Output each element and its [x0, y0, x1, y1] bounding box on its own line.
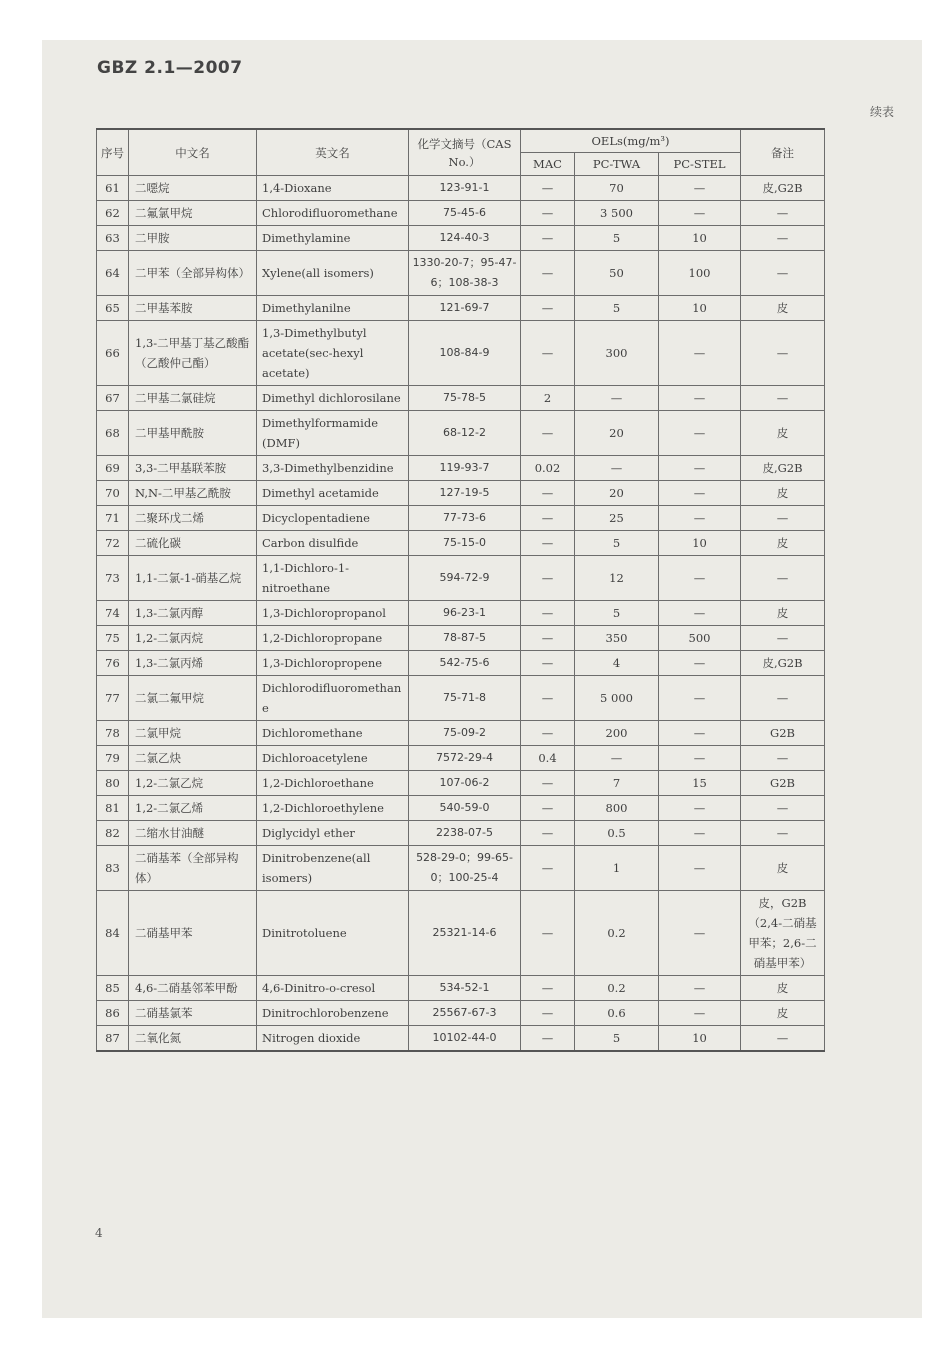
- cell-english-name: Dimethylamine: [257, 226, 409, 251]
- cell-pc-twa: 20: [575, 411, 659, 456]
- header-english-name: 英文名: [257, 129, 409, 176]
- cell-no: 77: [97, 676, 129, 721]
- cell-note: 皮: [741, 1001, 825, 1026]
- cell-chinese-name: 二硝基苯（全部异构体）: [129, 846, 257, 891]
- cell-pc-twa: 300: [575, 321, 659, 386]
- cell-chinese-name: 二甲基甲酰胺: [129, 411, 257, 456]
- cell-mac: —: [521, 721, 575, 746]
- cell-mac: 0.4: [521, 746, 575, 771]
- cell-no: 63: [97, 226, 129, 251]
- cell-cas-number: 7572-29-4: [409, 746, 521, 771]
- page-number: 4: [95, 1226, 103, 1240]
- cell-pc-stel: 10: [659, 226, 741, 251]
- cell-cas-number: 119-93-7: [409, 456, 521, 481]
- cell-pc-twa: 25: [575, 506, 659, 531]
- cell-pc-twa: —: [575, 386, 659, 411]
- cell-chinese-name: 二甲基苯胺: [129, 296, 257, 321]
- table-row: [97, 976, 825, 1001]
- cell-note: 皮: [741, 976, 825, 1001]
- continued-label: 续表: [869, 105, 894, 119]
- cell-chinese-name: 二氯乙炔: [129, 746, 257, 771]
- cell-chinese-name: N,N-二甲基乙酰胺: [129, 481, 257, 506]
- cell-english-name: 1,3-Dimethylbutyl acetate(sec-hexyl acetate): [257, 321, 409, 386]
- cell-english-name: Dichlorodifluoromethane: [257, 676, 409, 721]
- cell-cas-number: 77-73-6: [409, 506, 521, 531]
- table-row: [97, 531, 825, 556]
- cell-pc-twa: —: [575, 456, 659, 481]
- header-cas-number: 化学文摘号（CAS No.）: [409, 129, 521, 176]
- cell-note: G2B: [741, 771, 825, 796]
- cell-english-name: 1,2-Dichloroethylene: [257, 796, 409, 821]
- cell-pc-stel: —: [659, 976, 741, 1001]
- cell-no: 62: [97, 201, 129, 226]
- cell-pc-twa: 5: [575, 296, 659, 321]
- cell-pc-twa: 0.5: [575, 821, 659, 846]
- cell-chinese-name: 二甲胺: [129, 226, 257, 251]
- table-row: [97, 556, 825, 601]
- cell-pc-stel: —: [659, 891, 741, 976]
- cell-chinese-name: 二甲苯（全部异构体）: [129, 251, 257, 296]
- cell-cas-number: 540-59-0: [409, 796, 521, 821]
- cell-pc-stel: —: [659, 676, 741, 721]
- cell-pc-stel: —: [659, 386, 741, 411]
- cell-no: 69: [97, 456, 129, 481]
- table-row: [97, 796, 825, 821]
- cell-note: —: [741, 676, 825, 721]
- header-row-1: [97, 129, 825, 153]
- header-no: 序号: [97, 129, 129, 176]
- cell-no: 61: [97, 176, 129, 201]
- cell-pc-twa: 5: [575, 531, 659, 556]
- cell-english-name: Dinitrotoluene: [257, 891, 409, 976]
- cell-pc-twa: 50: [575, 251, 659, 296]
- cell-chinese-name: 1,2-二氯丙烷: [129, 626, 257, 651]
- cell-english-name: Diglycidyl ether: [257, 821, 409, 846]
- cell-cas-number: 78-87-5: [409, 626, 521, 651]
- cell-chinese-name: 1,2-二氯乙烷: [129, 771, 257, 796]
- cell-pc-twa: 5: [575, 1026, 659, 1052]
- document-code: GBZ 2.1—2007: [97, 58, 243, 78]
- cell-no: 72: [97, 531, 129, 556]
- cell-pc-twa: 5: [575, 601, 659, 626]
- cell-note: —: [741, 321, 825, 386]
- cell-pc-twa: 1: [575, 846, 659, 891]
- cell-pc-stel: —: [659, 746, 741, 771]
- table-row: [97, 891, 825, 976]
- cell-mac: —: [521, 226, 575, 251]
- table-row: [97, 386, 825, 411]
- header-mac: MAC: [521, 153, 575, 176]
- cell-no: 78: [97, 721, 129, 746]
- cell-mac: —: [521, 556, 575, 601]
- cell-chinese-name: 二硫化碳: [129, 531, 257, 556]
- cell-note: —: [741, 556, 825, 601]
- cell-english-name: Chlorodifluoromethane: [257, 201, 409, 226]
- header-chinese-name: 中文名: [129, 129, 257, 176]
- cell-pc-twa: 20: [575, 481, 659, 506]
- cell-cas-number: 75-45-6: [409, 201, 521, 226]
- cell-cas-number: 594-72-9: [409, 556, 521, 601]
- cell-note: —: [741, 226, 825, 251]
- cell-no: 67: [97, 386, 129, 411]
- cell-cas-number: 68-12-2: [409, 411, 521, 456]
- cell-note: —: [741, 506, 825, 531]
- header-oels: OELs(mg/m³): [521, 129, 741, 153]
- cell-pc-stel: —: [659, 481, 741, 506]
- cell-no: 73: [97, 556, 129, 601]
- table-row: [97, 1001, 825, 1026]
- table-row: [97, 676, 825, 721]
- cell-note: 皮: [741, 481, 825, 506]
- cell-english-name: Dimethyl acetamide: [257, 481, 409, 506]
- cell-mac: —: [521, 321, 575, 386]
- header-pc-stel: PC-STEL: [659, 153, 741, 176]
- cell-no: 75: [97, 626, 129, 651]
- cell-note: 皮: [741, 296, 825, 321]
- cell-english-name: 1,3-Dichloropropene: [257, 651, 409, 676]
- cell-cas-number: 121-69-7: [409, 296, 521, 321]
- cell-chinese-name: 1,3-二甲基丁基乙酸酯（乙酸仲己酯）: [129, 321, 257, 386]
- cell-cas-number: 108-84-9: [409, 321, 521, 386]
- cell-mac: —: [521, 1001, 575, 1026]
- cell-english-name: Dimethylanilne: [257, 296, 409, 321]
- cell-pc-stel: 10: [659, 296, 741, 321]
- cell-english-name: Dinitrobenzene(all isomers): [257, 846, 409, 891]
- cell-mac: —: [521, 976, 575, 1001]
- cell-note: 皮: [741, 411, 825, 456]
- cell-no: 87: [97, 1026, 129, 1052]
- cell-chinese-name: 二噁烷: [129, 176, 257, 201]
- table-row: [97, 626, 825, 651]
- table-row: [97, 601, 825, 626]
- cell-mac: —: [521, 506, 575, 531]
- oel-table: [96, 128, 825, 1052]
- cell-no: 68: [97, 411, 129, 456]
- table-row: [97, 296, 825, 321]
- cell-chinese-name: 4,6-二硝基邻苯甲酚: [129, 976, 257, 1001]
- cell-note: —: [741, 796, 825, 821]
- cell-mac: —: [521, 821, 575, 846]
- cell-cas-number: 1330-20-7；95-47-6；108-38-3: [409, 251, 521, 296]
- cell-no: 74: [97, 601, 129, 626]
- cell-note: 皮: [741, 846, 825, 891]
- cell-english-name: 1,2-Dichloropropane: [257, 626, 409, 651]
- cell-english-name: Xylene(all isomers): [257, 251, 409, 296]
- cell-pc-stel: 100: [659, 251, 741, 296]
- cell-note: —: [741, 746, 825, 771]
- cell-cas-number: 75-15-0: [409, 531, 521, 556]
- cell-note: —: [741, 386, 825, 411]
- table-row: [97, 176, 825, 201]
- cell-english-name: 1,2-Dichloroethane: [257, 771, 409, 796]
- cell-note: —: [741, 626, 825, 651]
- cell-cas-number: 96-23-1: [409, 601, 521, 626]
- cell-cas-number: 124-40-3: [409, 226, 521, 251]
- cell-pc-twa: 0.2: [575, 976, 659, 1001]
- cell-no: 84: [97, 891, 129, 976]
- cell-cas-number: 10102-44-0: [409, 1026, 521, 1052]
- cell-chinese-name: 二氯甲烷: [129, 721, 257, 746]
- cell-mac: —: [521, 796, 575, 821]
- table-row: [97, 821, 825, 846]
- table-row: [97, 456, 825, 481]
- table-row: [97, 411, 825, 456]
- cell-pc-twa: 12: [575, 556, 659, 601]
- cell-english-name: 1,3-Dichloropropanol: [257, 601, 409, 626]
- cell-english-name: Nitrogen dioxide: [257, 1026, 409, 1052]
- cell-mac: 2: [521, 386, 575, 411]
- cell-mac: —: [521, 651, 575, 676]
- cell-no: 83: [97, 846, 129, 891]
- cell-mac: —: [521, 481, 575, 506]
- cell-no: 71: [97, 506, 129, 531]
- cell-no: 64: [97, 251, 129, 296]
- cell-note: 皮,G2B: [741, 456, 825, 481]
- cell-cas-number: 75-71-8: [409, 676, 521, 721]
- cell-english-name: Dichloromethane: [257, 721, 409, 746]
- cell-pc-stel: —: [659, 721, 741, 746]
- cell-english-name: Dicyclopentadiene: [257, 506, 409, 531]
- cell-cas-number: 107-06-2: [409, 771, 521, 796]
- cell-no: 70: [97, 481, 129, 506]
- cell-no: 79: [97, 746, 129, 771]
- cell-pc-twa: 7: [575, 771, 659, 796]
- cell-cas-number: 127-19-5: [409, 481, 521, 506]
- cell-no: 81: [97, 796, 129, 821]
- cell-english-name: 3,3-Dimethylbenzidine: [257, 456, 409, 481]
- cell-mac: —: [521, 601, 575, 626]
- cell-pc-twa: 5 000: [575, 676, 659, 721]
- table-row: [97, 506, 825, 531]
- table-row: [97, 481, 825, 506]
- cell-mac: —: [521, 296, 575, 321]
- cell-pc-twa: 70: [575, 176, 659, 201]
- cell-no: 66: [97, 321, 129, 386]
- cell-english-name: Dimethylformamide (DMF): [257, 411, 409, 456]
- cell-pc-stel: —: [659, 321, 741, 386]
- cell-chinese-name: 二硝基甲苯: [129, 891, 257, 976]
- cell-cas-number: 75-09-2: [409, 721, 521, 746]
- cell-pc-twa: 4: [575, 651, 659, 676]
- cell-cas-number: 25321-14-6: [409, 891, 521, 976]
- table-row: [97, 771, 825, 796]
- cell-english-name: Dimethyl dichlorosilane: [257, 386, 409, 411]
- cell-chinese-name: 3,3-二甲基联苯胺: [129, 456, 257, 481]
- cell-mac: —: [521, 201, 575, 226]
- cell-english-name: 4,6-Dinitro-o-cresol: [257, 976, 409, 1001]
- header-note: 备注: [741, 129, 825, 176]
- cell-chinese-name: 1,1-二氯-1-硝基乙烷: [129, 556, 257, 601]
- cell-note: —: [741, 821, 825, 846]
- cell-pc-stel: —: [659, 1001, 741, 1026]
- table-row: [97, 201, 825, 226]
- cell-cas-number: 123-91-1: [409, 176, 521, 201]
- cell-pc-stel: —: [659, 456, 741, 481]
- cell-cas-number: 542-75-6: [409, 651, 521, 676]
- cell-cas-number: 534-52-1: [409, 976, 521, 1001]
- table-row: [97, 321, 825, 386]
- table-row: [97, 1026, 825, 1052]
- cell-mac: —: [521, 891, 575, 976]
- table-row: [97, 721, 825, 746]
- cell-pc-stel: —: [659, 411, 741, 456]
- cell-chinese-name: 二硝基氯苯: [129, 1001, 257, 1026]
- cell-pc-stel: —: [659, 506, 741, 531]
- cell-pc-stel: —: [659, 821, 741, 846]
- header-pc-twa: PC-TWA: [575, 153, 659, 176]
- cell-pc-stel: —: [659, 556, 741, 601]
- cell-mac: —: [521, 531, 575, 556]
- cell-pc-stel: —: [659, 846, 741, 891]
- cell-chinese-name: 二聚环戊二烯: [129, 506, 257, 531]
- cell-pc-twa: 800: [575, 796, 659, 821]
- cell-chinese-name: 1,3-二氯丙醇: [129, 601, 257, 626]
- cell-pc-twa: 5: [575, 226, 659, 251]
- cell-pc-stel: 10: [659, 531, 741, 556]
- cell-pc-stel: —: [659, 176, 741, 201]
- cell-mac: —: [521, 771, 575, 796]
- cell-pc-stel: 15: [659, 771, 741, 796]
- cell-mac: —: [521, 411, 575, 456]
- cell-chinese-name: 二缩水甘油醚: [129, 821, 257, 846]
- cell-pc-stel: —: [659, 651, 741, 676]
- cell-pc-stel: —: [659, 796, 741, 821]
- cell-mac: —: [521, 251, 575, 296]
- table-row: [97, 226, 825, 251]
- cell-note: —: [741, 201, 825, 226]
- cell-mac: 0.02: [521, 456, 575, 481]
- cell-no: 80: [97, 771, 129, 796]
- cell-english-name: 1,1-Dichloro-1-nitroethane: [257, 556, 409, 601]
- cell-mac: —: [521, 1026, 575, 1052]
- cell-note: 皮: [741, 601, 825, 626]
- table-row: [97, 651, 825, 676]
- cell-chinese-name: 二氧化氮: [129, 1026, 257, 1052]
- cell-note: —: [741, 251, 825, 296]
- cell-pc-twa: 0.6: [575, 1001, 659, 1026]
- cell-note: G2B: [741, 721, 825, 746]
- table-row: [97, 746, 825, 771]
- cell-pc-twa: 0.2: [575, 891, 659, 976]
- cell-no: 76: [97, 651, 129, 676]
- cell-pc-stel: —: [659, 601, 741, 626]
- cell-note: 皮: [741, 531, 825, 556]
- cell-cas-number: 528-29-0；99-65-0；100-25-4: [409, 846, 521, 891]
- cell-chinese-name: 1,3-二氯丙烯: [129, 651, 257, 676]
- cell-english-name: Dichloroacetylene: [257, 746, 409, 771]
- cell-note: 皮，G2B（2,4-二硝基甲苯；2,6-二硝基甲苯）: [741, 891, 825, 976]
- cell-pc-twa: 200: [575, 721, 659, 746]
- cell-chinese-name: 二氟氯甲烷: [129, 201, 257, 226]
- cell-english-name: Carbon disulfide: [257, 531, 409, 556]
- cell-pc-stel: —: [659, 201, 741, 226]
- cell-english-name: Dinitrochlorobenzene: [257, 1001, 409, 1026]
- cell-pc-twa: 350: [575, 626, 659, 651]
- cell-mac: —: [521, 176, 575, 201]
- cell-cas-number: 2238-07-5: [409, 821, 521, 846]
- cell-chinese-name: 1,2-二氯乙烯: [129, 796, 257, 821]
- cell-note: —: [741, 1026, 825, 1052]
- cell-chinese-name: 二甲基二氯硅烷: [129, 386, 257, 411]
- cell-mac: —: [521, 676, 575, 721]
- cell-cas-number: 25567-67-3: [409, 1001, 521, 1026]
- cell-pc-stel: 10: [659, 1026, 741, 1052]
- table-body: [97, 176, 825, 1052]
- cell-chinese-name: 二氯二氟甲烷: [129, 676, 257, 721]
- cell-english-name: 1,4-Dioxane: [257, 176, 409, 201]
- table-row: [97, 846, 825, 891]
- cell-no: 86: [97, 1001, 129, 1026]
- cell-pc-stel: 500: [659, 626, 741, 651]
- cell-mac: —: [521, 846, 575, 891]
- cell-pc-twa: 3 500: [575, 201, 659, 226]
- cell-note: 皮,G2B: [741, 176, 825, 201]
- cell-cas-number: 75-78-5: [409, 386, 521, 411]
- cell-no: 85: [97, 976, 129, 1001]
- cell-no: 82: [97, 821, 129, 846]
- cell-note: 皮,G2B: [741, 651, 825, 676]
- cell-mac: —: [521, 626, 575, 651]
- cell-pc-twa: —: [575, 746, 659, 771]
- cell-no: 65: [97, 296, 129, 321]
- table-row: [97, 251, 825, 296]
